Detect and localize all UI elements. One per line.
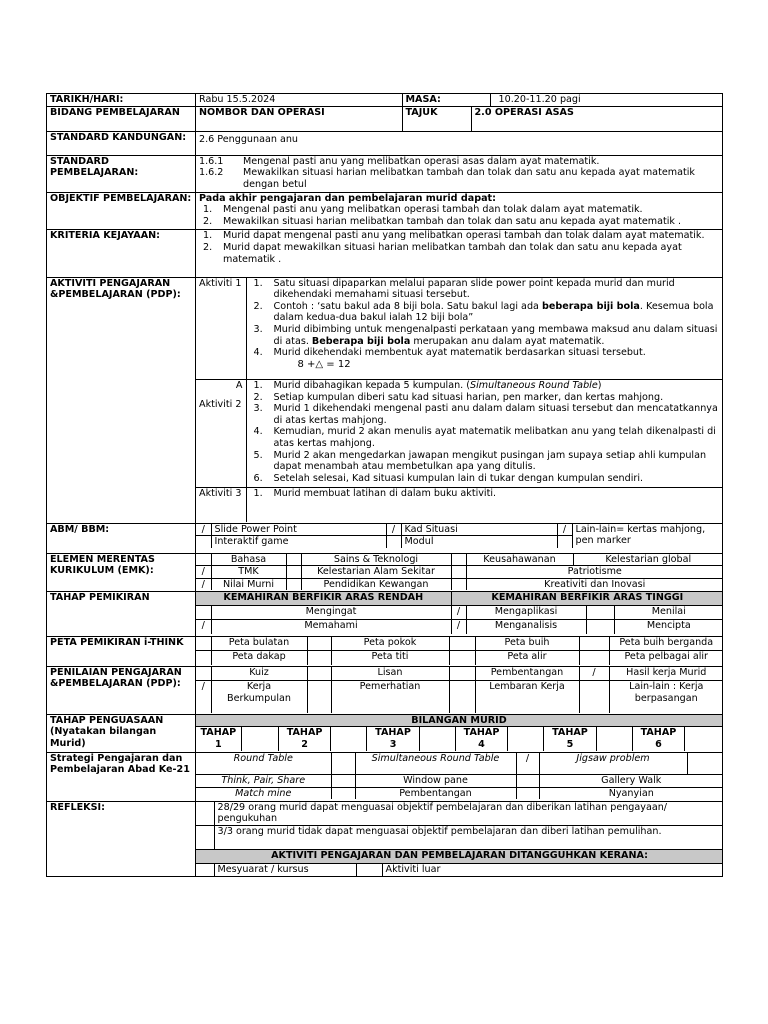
- sp-label: STANDARD PEMBELAJARAN:: [47, 155, 196, 192]
- peta-item: Peta dakap: [211, 651, 307, 665]
- abm-mark: /: [196, 524, 211, 536]
- emk-mark: /: [196, 566, 211, 579]
- list-item: 2. Setiap kumpulan diberi satu kad situasi harian, pen marker, dan kertas mahjong.: [253, 391, 664, 403]
- penilaian-item: Lisan: [331, 667, 449, 681]
- list-item: 1. Murid dibahagikan kepada 5 kumpulan. (Simultaneous Round Table): [253, 380, 602, 392]
- emk-item: Keusahawanan: [466, 554, 573, 566]
- abm-ig: Interaktif game: [211, 536, 386, 548]
- strategi-item: Pembentangan: [355, 787, 516, 799]
- tahap-count: [241, 727, 278, 751]
- peta-item: Peta buih: [475, 637, 579, 651]
- sp-item: 1.6.1 Mengenal pasti anu yang melibatkan operasi asas dalam ayat matematik.: [199, 155, 600, 167]
- list-item: 2. Contoh : ‘satu bakul ada 8 biji bola. Satu bakul lagi ada beberapa biji bola. Kesemua bola dalam kedua-dua bakul ialah 12 biji bola”: [253, 300, 714, 324]
- a1-label: Aktiviti 1: [196, 278, 246, 380]
- list-item: 2. Murid dapat mewakilkan situasi harian melibatkan tambah dan tolak dan satu anu kepada ayat matematik .: [203, 242, 682, 265]
- masa-label: MASA:: [402, 94, 490, 106]
- strategi-item: Jigsaw problem: [539, 753, 687, 775]
- abm-modul: Modul: [401, 536, 557, 548]
- list-item: 4. Murid dikehendaki membentuk ayat matematik berdasarkan situasi tersebut.: [253, 347, 646, 359]
- tangguh-header: AKTIVITI PENGAJARAN DAN PEMBELAJARAN DITANGGUHKAN KERANA:: [196, 850, 723, 864]
- bidang-label: BIDANG PEMBELAJARAN: [47, 106, 196, 131]
- tp-mark: /: [196, 620, 211, 634]
- sk-label: STANDARD KANDUNGAN:: [47, 131, 196, 155]
- emk-item: Bahasa: [211, 554, 286, 566]
- abm-ks: Kad Situasi: [401, 524, 557, 536]
- tahap-count: [419, 727, 455, 751]
- peta-item: Peta bulatan: [211, 637, 307, 651]
- penilaian-item: Lain-lain : Kerja berpasangan: [609, 681, 723, 713]
- tp-label: TAHAP PEMIKIRAN: [47, 591, 196, 636]
- a3-label: Aktiviti 3: [196, 488, 246, 522]
- penilaian-item: Kuiz: [211, 667, 307, 681]
- strategi-mark: /: [516, 753, 539, 775]
- emk-item: Kreativiti dan Inovasi: [466, 578, 723, 590]
- emk-item: Kelestarian Alam Sekitar: [301, 566, 451, 579]
- tp-mark: /: [451, 620, 466, 634]
- obj-intro: Pada akhir pengajaran dan pembelajaran murid dapat:: [199, 192, 496, 204]
- list-item: 2. Mewakilkan situasi harian melibatkan tambah dan tolak dan satu anu kepada ayat matematik .: [203, 215, 682, 227]
- tahap-count: [331, 727, 367, 751]
- tahap-count: [596, 727, 632, 751]
- refleksi-r1: 28/29 orang murid dapat menguasai objektif pembelajaran dan diberikan latihan pengayaan/ pengukuhan: [214, 802, 723, 826]
- list-item: 3. Murid 1 dikehendaki mengenal pasti anu dalam dalam situasi tersebut dan mencatatkannya di atas kertas mahjong.: [253, 403, 718, 426]
- refleksi-r2: 3/3 orang murid tidak dapat menguasai objektif pembelajaran dan diberi latihan pemulihan.: [214, 826, 723, 850]
- a2-marker: A: [235, 380, 243, 392]
- tahap-cell: TAHAP 3: [367, 727, 419, 751]
- a3-list: [246, 488, 723, 522]
- abm-spp: Slide Power Point: [211, 524, 386, 536]
- emk-item: Sains & Teknologi: [301, 554, 451, 566]
- tahap-cell: TAHAP 2: [278, 727, 330, 751]
- tp-item: Mengaplikasi: [466, 606, 586, 620]
- penilaian-item: Kerja Berkumpulan: [211, 681, 307, 713]
- obj-label: OBJEKTIF PEMBELAJARAN:: [47, 192, 196, 229]
- sk-value: 2.6 Penggunaan anu: [196, 131, 723, 155]
- lesson-plan-sheet: [46, 93, 722, 877]
- emk-item: TMK: [211, 566, 286, 579]
- strategi-item: Window pane: [355, 775, 516, 788]
- tp-item: Mengingat: [211, 606, 451, 620]
- emk-mark: /: [196, 578, 211, 590]
- list-item: 1. Mengenal pasti anu yang melibatkan operasi tambah dan tolak dalam ayat matematik.: [203, 204, 643, 216]
- abm-label: ABM/ BBM:: [47, 523, 196, 553]
- penilaian-label: PENILAIAN PENGAJARAN &PEMBELAJARAN (PDP):: [47, 666, 196, 714]
- a2-label: Aktiviti 2: [199, 398, 242, 410]
- a1-list: [246, 278, 723, 380]
- strategi-item: Nyanyian: [539, 787, 723, 799]
- penilaian-item: Lembaran Kerja: [475, 681, 579, 713]
- peta-label: PETA PEMIKIRAN i-THINK: [47, 636, 196, 666]
- bidang-value: NOMBOR DAN OPERASI: [196, 107, 402, 131]
- tangguh-mesyuarat: Mesyuarat / kursus: [214, 864, 356, 876]
- tangguh-luar: Aktiviti luar: [382, 864, 723, 876]
- abm-mark: /: [557, 524, 572, 536]
- list-item: 5. Murid 2 akan mengedarkan jawapan mengikut pusingan jam supaya setiap ahli kumpulan dapat menambah atau membetulkan apa yang ditulis.: [253, 449, 707, 473]
- abm-mark: /: [386, 524, 401, 536]
- peta-item: Peta alir: [475, 651, 579, 665]
- peta-item: Peta pelbagai alir: [609, 651, 723, 665]
- abm-lain: Lain-lain= kertas mahjong, pen marker: [572, 524, 723, 548]
- tahap-cell: TAHAP 6: [632, 727, 684, 751]
- list-item: 4. Kemudian, murid 2 akan menulis ayat matematik melibatkan anu yang telah dikenalpasti di atas kertas mahjong.: [253, 426, 716, 450]
- tp-item: Menilai: [614, 606, 722, 620]
- masa-value: 10.20-11.20 pagi: [498, 94, 581, 105]
- penilaian-mark: /: [579, 667, 609, 681]
- obj-list: [196, 192, 723, 229]
- bilangan-header: BILANGAN MURID: [196, 715, 722, 727]
- emk-item: Nilai Murni: [211, 578, 286, 590]
- strategi-item: Think, Pair, Share: [196, 775, 331, 788]
- strategi-item: Match mine: [196, 787, 331, 799]
- strategi-item: Simultaneous Round Table: [355, 753, 516, 775]
- strategi-item: Round Table: [196, 753, 331, 775]
- sp-item: 1.6.2 Mewakilkan situasi harian melibatkan tambah dan tolak dan satu anu kepada ayat matematik dengan betul: [199, 167, 695, 190]
- tp-item: Menganalisis: [466, 620, 586, 634]
- tp-mark: /: [451, 606, 466, 620]
- list-item: 6. Setelah selesai, Kad situasi kumpulan lain di tukar dengan kumpulan sendiri.: [253, 472, 644, 484]
- tarikh-label: TARIKH/HARI:: [47, 94, 196, 107]
- kt-header: KEMAHIRAN BERFIKIR ARAS TINGGI: [451, 592, 722, 606]
- peta-item: Peta buih berganda: [609, 637, 723, 651]
- tajuk-value: 2.0 OPERASI ASAS: [474, 106, 574, 118]
- penilaian-mark: /: [196, 681, 211, 713]
- sp-list: [196, 155, 723, 192]
- a2-list: [246, 380, 723, 488]
- list-item: 1. Murid dapat mengenal pasti anu yang melibatkan operasi tambah dan tolak dalam ayat matematik.: [203, 229, 705, 241]
- tahap-cell: TAHAP 4: [455, 727, 507, 751]
- tahap-cell: TAHAP 5: [544, 727, 596, 751]
- strategi-label: Strategi Pengajaran dan Pembelajaran Abad Ke-21: [47, 752, 196, 801]
- krs-header: KEMAHIRAN BERFIKIR ARAS RENDAH: [196, 592, 451, 606]
- kk-list: [196, 229, 723, 277]
- emk-item: Pendidikan Kewangan: [301, 578, 451, 590]
- pdp-label: AKTIVITI PENGAJARAN &PEMBELAJARAN (PDP):: [47, 277, 196, 523]
- a1-equation: 8 +△ = 12: [297, 358, 351, 370]
- tahap-count: [508, 727, 544, 751]
- tajuk-label: TAJUK: [402, 107, 471, 131]
- tarikh-value: Rabu 15.5.2024: [196, 94, 402, 106]
- emk-label: ELEMEN MERENTAS KURIKULUM (EMK):: [47, 553, 196, 591]
- peta-item: Peta titi: [331, 651, 449, 665]
- lesson-plan-table: [46, 93, 723, 877]
- tahap-cell: TAHAP 1: [196, 727, 241, 751]
- refleksi-label: REFLEKSI:: [47, 801, 196, 876]
- penilaian-item: Pemerhatian: [331, 681, 449, 713]
- list-item: 3. Murid dibimbing untuk mengenalpasti perkataan yang membawa maksud anu dalam situasi di atas. Beberapa biji bola merupakan anu dalam ayat matematik.: [253, 323, 718, 347]
- peta-item: Peta pokok: [331, 637, 449, 651]
- list-item: 1. Murid membuat latihan di dalam buku aktiviti.: [253, 488, 497, 500]
- emk-item: Kelestarian global: [573, 554, 723, 566]
- penguasaan-label: TAHAP PENGUASAAN (Nyatakan bilangan Murid): [47, 714, 196, 752]
- list-item: 1. Satu situasi dipaparkan melalui paparan slide power point kepada murid dan murid dikehendaki memahami situasi tersebut.: [253, 277, 675, 301]
- tahap-count: [685, 727, 722, 751]
- tp-item: Mencipta: [614, 620, 722, 634]
- strategi-item: Gallery Walk: [539, 775, 723, 788]
- penilaian-item: Hasil kerja Murid: [609, 667, 723, 681]
- emk-item: Patriotisme: [466, 566, 723, 579]
- penilaian-item: Pembentangan: [475, 667, 579, 681]
- kk-label: KRITERIA KEJAYAAN:: [47, 229, 196, 277]
- tp-item: Memahami: [211, 620, 451, 634]
